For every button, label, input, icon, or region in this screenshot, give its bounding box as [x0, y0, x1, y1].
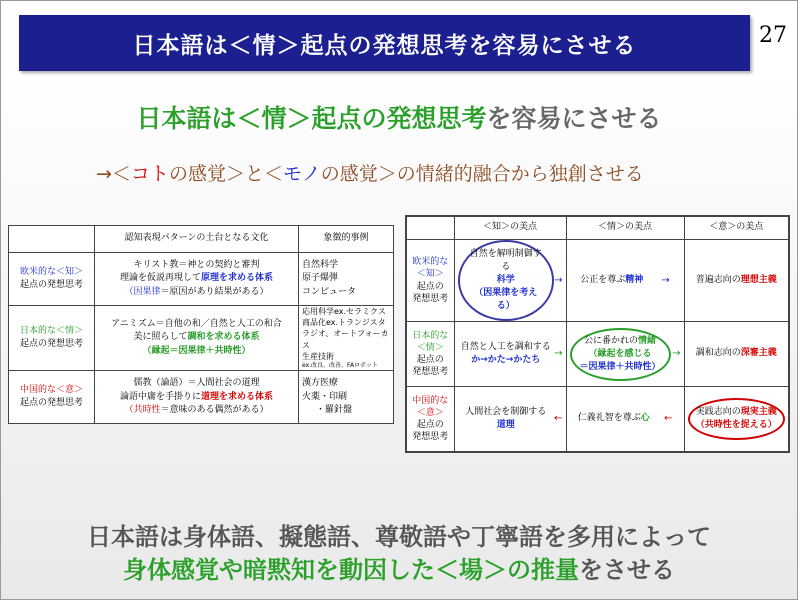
- virtue-highlight: か→かた→かたち: [471, 355, 541, 366]
- virtue-text: 公に番かれの: [583, 335, 638, 346]
- virtue-cell: [566, 240, 684, 322]
- statement-arrow: →＜: [96, 163, 131, 185]
- bottom-statement-1: 日本語は身体語、擬態語、尊敬語や丁寧語を多用によって: [87, 523, 711, 551]
- virtue-highlight: 現実主義: [740, 407, 777, 418]
- table-row: [9, 253, 394, 306]
- culture-highlight: 調和を求める体系: [187, 332, 260, 343]
- table-header-cell: ＜知＞の美点: [454, 216, 566, 240]
- arrow-right-icon: →: [672, 348, 681, 360]
- virtue-text: 人間社会を制御する: [465, 406, 547, 417]
- arrow-left-icon: →: [663, 413, 673, 425]
- table-row: [406, 240, 789, 322]
- example-item: 商品化ex.トランジスタ: [302, 318, 386, 328]
- page-number: 27: [759, 23, 787, 48]
- row-label-line: ＜知＞: [416, 269, 444, 280]
- culture-line: [98, 345, 295, 359]
- highlight-oval: [458, 240, 555, 321]
- virtue-highlight: （縁起を感じる: [588, 348, 652, 359]
- culture-table: [8, 225, 394, 424]
- row-label-main: 中国的な＜意＞: [19, 384, 83, 395]
- example-item: ・羅針盤: [316, 405, 353, 416]
- row-label: [9, 306, 95, 371]
- virtue-cell: [566, 387, 684, 453]
- table-row: [406, 216, 789, 240]
- culture-highlight: （縁起＝因果律＋共時性）: [142, 345, 251, 356]
- statement-mono: モノ: [282, 163, 321, 185]
- culture-text: ＝意味のある偶然がある）: [160, 405, 269, 416]
- subtitle: [1, 99, 797, 135]
- virtue-highlight: 心: [640, 413, 650, 424]
- virtue-text: 調和志向の: [695, 348, 741, 359]
- table-row: [9, 371, 394, 424]
- row-label-line: 発想思考: [412, 432, 449, 443]
- virtue-cell: [684, 387, 789, 453]
- arrow-right-icon: →: [661, 274, 670, 286]
- table-header-cell: 認知表現パターンの土台となる文化: [95, 226, 299, 253]
- row-label: [406, 387, 454, 453]
- bottom-rest: をさせる: [579, 556, 675, 584]
- virtue-cell: [684, 322, 789, 387]
- culture-line: [98, 404, 295, 418]
- arrow-right-icon: →: [554, 348, 563, 360]
- highlight-oval: [570, 328, 671, 381]
- arrow-right-icon: →: [554, 274, 563, 286]
- row-label: [406, 240, 454, 322]
- arrow-left-icon: →: [554, 413, 563, 425]
- sub-statement: [96, 159, 644, 186]
- example-item: ラジオ、オートフォーカス: [302, 329, 389, 350]
- virtue-cell: [454, 240, 566, 322]
- example-item: 火薬・印刷: [302, 391, 348, 402]
- virtue-text: 普遍志向の: [695, 274, 741, 285]
- example-item: 漢方医療: [302, 378, 339, 389]
- culture-cell: [95, 253, 299, 306]
- culture-line: [98, 391, 295, 405]
- virtue-cell: [454, 387, 566, 453]
- culture-cell: [95, 306, 299, 371]
- virtue-highlight: 精神: [625, 274, 644, 285]
- row-label-line: 起点の: [416, 355, 444, 366]
- statement-rest: の感覚＞の情緒的融合から独創させる: [320, 163, 644, 185]
- culture-highlight: （因果律: [124, 286, 161, 297]
- row-label-sub: 起点の発想思考: [19, 280, 83, 290]
- example-item: コンピュータ: [302, 286, 357, 297]
- table-header-cell: [406, 216, 454, 240]
- virtue-highlight: 理想主義: [740, 274, 777, 285]
- virtue-highlight: 科学: [496, 275, 515, 286]
- virtue-text: 仁義礼智を尊ぶ: [577, 413, 641, 424]
- row-label-sub: 起点の発想思考: [19, 398, 83, 409]
- row-label-line: 起点の: [416, 281, 444, 292]
- virtue-text: 自然を解明制御する: [469, 249, 542, 273]
- virtue-cell: [566, 322, 684, 387]
- example-item: 自然科学: [302, 259, 339, 270]
- culture-text: ＝原因があり結果がある）: [160, 286, 269, 297]
- example-item: ex.改良、改善、FAロボット: [302, 361, 379, 369]
- row-label: [9, 371, 95, 424]
- row-label-main: 欧米的な＜知＞: [19, 266, 83, 277]
- table-header-cell: ＜意＞の美点: [684, 216, 789, 240]
- virtues-table: [405, 215, 790, 453]
- virtue-highlight: 道理: [496, 420, 515, 431]
- example-item: 生産技術: [302, 351, 334, 361]
- row-label-line: 起点の: [416, 420, 444, 431]
- culture-line: キリスト教＝神との契約と審判: [133, 259, 260, 270]
- table-row: [9, 306, 394, 371]
- virtue-text: 自然と人工を調和する: [460, 341, 551, 352]
- culture-text: 論語中庸を手掛りに: [119, 391, 201, 402]
- row-label-line: 欧米的な: [412, 257, 449, 268]
- row-label-main: 日本的な＜情＞: [19, 325, 83, 336]
- slide-title: 日本語は＜情＞起点の発想思考を容易にさせる: [19, 15, 750, 71]
- culture-cell: [95, 371, 299, 424]
- examples-cell: [299, 306, 394, 371]
- row-label-line: 発想思考: [412, 367, 449, 378]
- example-item: 応用科学ex.セラミクス: [302, 307, 386, 316]
- examples-cell: [299, 371, 394, 424]
- row-label-line: 発想思考: [412, 293, 449, 304]
- virtue-highlight: （因果律を考える）: [474, 288, 538, 312]
- virtue-text: 実践志向の: [695, 407, 741, 418]
- culture-text: 理論を仮説再現して: [119, 273, 201, 284]
- examples-cell: [299, 253, 394, 306]
- table-header-cell: 象徴的事例: [299, 226, 394, 253]
- virtue-highlight: （共時性を捉える）: [695, 420, 777, 431]
- table-row: [406, 322, 789, 387]
- row-label-line: ＜意＞: [416, 408, 444, 419]
- row-label-sub: 起点の発想思考: [19, 339, 83, 350]
- virtue-text: 公正を尊ぶ: [580, 274, 626, 285]
- virtue-highlight: 深審主義: [740, 348, 777, 359]
- culture-text: 美に照らして: [133, 332, 188, 343]
- highlight-oval: [688, 398, 786, 440]
- example-item: 原子爆弾: [302, 273, 339, 284]
- culture-highlight: 道理を求める体系: [201, 391, 274, 402]
- row-label: [9, 253, 95, 306]
- row-label-line: ＜情＞: [416, 343, 444, 354]
- table-row: [9, 226, 394, 253]
- table-header-cell: [9, 226, 95, 253]
- statement-mid: の感覚＞と＜: [168, 163, 283, 185]
- table-row: [406, 387, 789, 453]
- culture-highlight: 原理を求める体系: [201, 273, 274, 284]
- culture-line: [98, 272, 295, 286]
- subtitle-rest: を容易にさせる: [486, 104, 662, 133]
- culture-line: [98, 286, 295, 300]
- virtue-highlight: 情緒: [638, 335, 657, 346]
- bottom-highlight: 身体感覚や暗黙知を動因した＜場＞の推量: [123, 556, 579, 584]
- culture-line: アニミズム＝自他の和／自然と人工の和合: [111, 318, 282, 329]
- row-label: [406, 322, 454, 387]
- virtue-highlight: ＝因果律＋共時性）: [579, 361, 661, 372]
- culture-line: [98, 331, 295, 345]
- statement-koto: コト: [130, 163, 169, 185]
- culture-highlight: （共時性: [124, 405, 161, 416]
- row-label-line: 日本的な: [412, 330, 449, 341]
- row-label-line: 中国的な: [412, 395, 449, 406]
- virtue-cell: [684, 240, 789, 322]
- culture-line: 儒教（論語）＝人間社会の道理: [133, 378, 260, 389]
- table-header-cell: ＜情＞の美点: [566, 216, 684, 240]
- subtitle-highlight: 日本語は＜情＞起点の発想思考: [136, 104, 487, 133]
- bottom-statement-2: [1, 550, 797, 585]
- virtue-cell: [454, 322, 566, 387]
